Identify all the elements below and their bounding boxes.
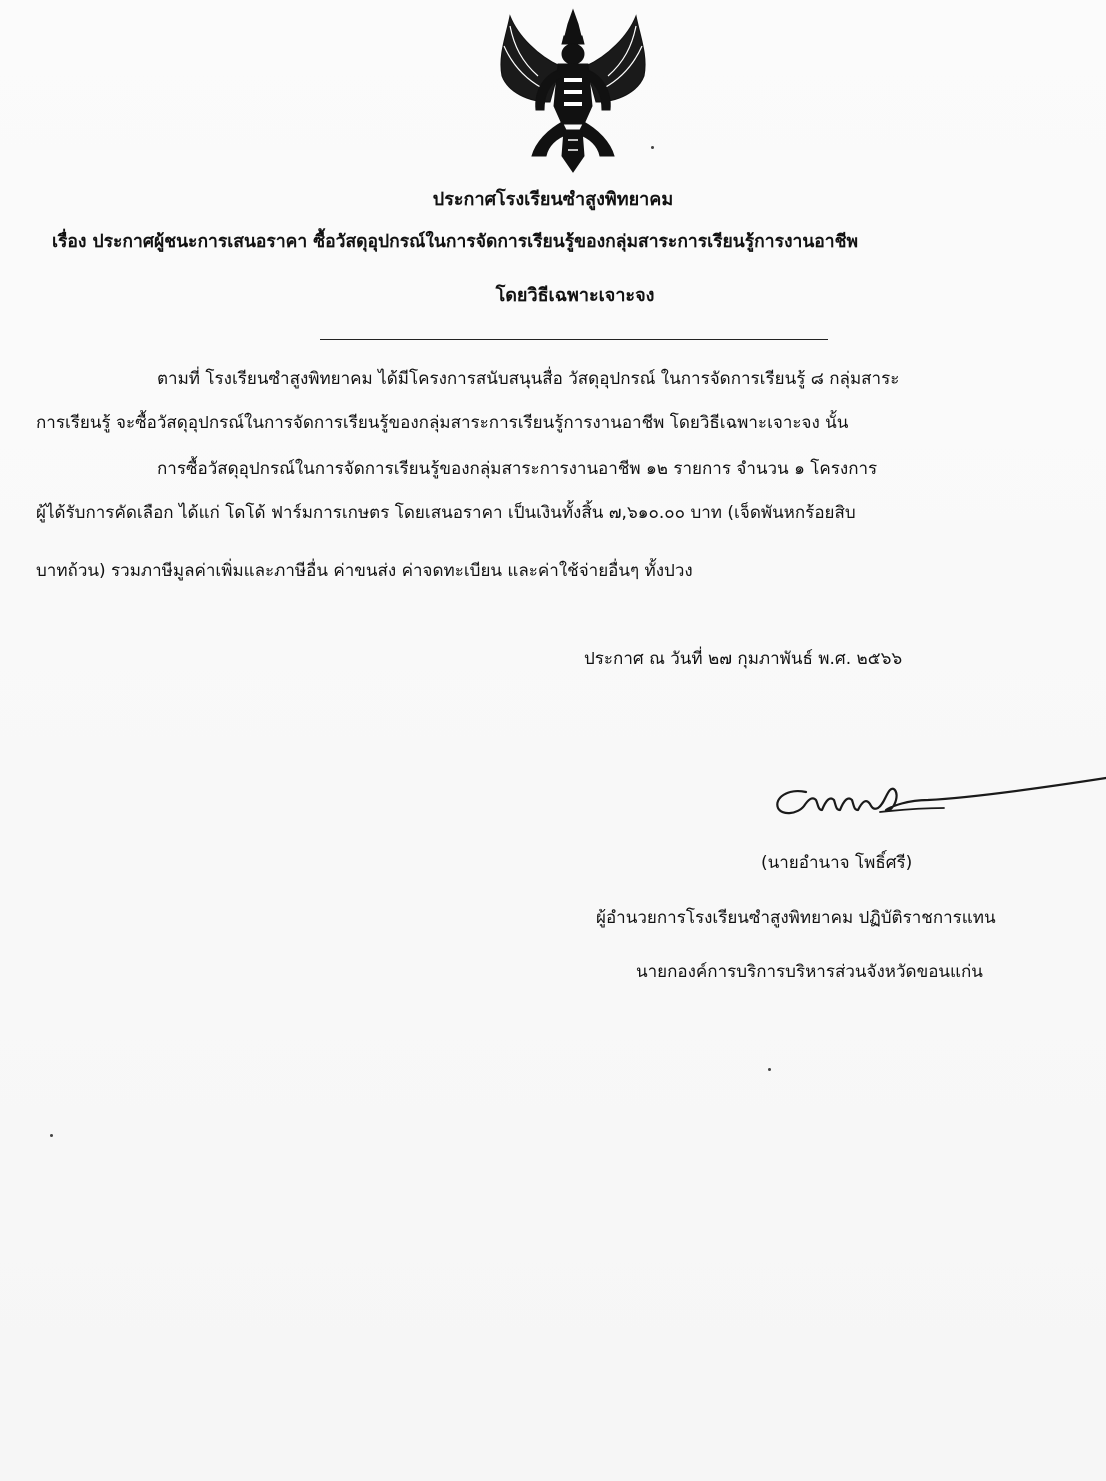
header-divider xyxy=(320,339,828,340)
body-line-4: ผู้ได้รับการคัดเลือก ได้แก่ โดโด้ ฟาร์มการเกษตร โดยเสนอราคา เป็นเงินทั้งสิ้น ๗,๖๑๐.๐๐ บาท (เจ็ดพันหกร้อยสิบ xyxy=(36,503,856,523)
paper-speck xyxy=(651,146,654,149)
signatory-position-1: ผู้อำนวยการโรงเรียนซำสูงพิทยาคม ปฏิบัติราชการแทน xyxy=(596,908,996,928)
body-line-5: บาทถ้วน) รวมภาษีมูลค่าเพิ่มและภาษีอื่น ค่าขนส่ง ค่าจดทะเบียน และค่าใช้จ่ายอื่นๆ ทั้งปวง xyxy=(36,561,693,581)
announcement-date: ประกาศ ณ วันที่ ๒๗ กุมภาพันธ์ พ.ศ. ๒๕๖๖ xyxy=(584,649,903,669)
signature-icon xyxy=(768,770,1106,830)
document-method: โดยวิธีเฉพาะเจาะจง xyxy=(495,285,655,306)
body-line-3: การซื้อวัสดุอุปกรณ์ในการจัดการเรียนรู้ของกลุ่มสาระการงานอาชีพ ๑๒ รายการ จำนวน ๑ โครงการ xyxy=(157,459,878,479)
garuda-emblem-icon xyxy=(488,6,658,176)
paper-speck xyxy=(768,1068,771,1071)
paper-speck xyxy=(50,1134,53,1137)
signatory-name: (นายอำนาจ โพธิ์ศรี) xyxy=(761,853,913,873)
body-line-1: ตามที่ โรงเรียนซำสูงพิทยาคม ได้มีโครงการสนับสนุนสื่อ วัสดุอุปกรณ์ ในการจัดการเรียนรู้ ๘ กลุ่มสาระ xyxy=(157,369,900,389)
signatory-position-2: นายกองค์การบริการบริหารส่วนจังหวัดขอนแก่น xyxy=(636,962,983,982)
document-title: ประกาศโรงเรียนซำสูงพิทยาคม xyxy=(432,189,674,210)
body-line-2: การเรียนรู้ จะซื้อวัสดุอุปกรณ์ในการจัดการเรียนรู้ของกลุ่มสาระการเรียนรู้การงานอาชีพ โดยวิธีเฉพาะเจาะจง นั้น xyxy=(36,413,849,433)
document-subject: เรื่อง ประกาศผู้ชนะการเสนอราคา ซื้อวัสดุอุปกรณ์ในการจัดการเรียนรู้ของกลุ่มสาระการเรียนรู้การงานอาชีพ xyxy=(52,232,859,252)
